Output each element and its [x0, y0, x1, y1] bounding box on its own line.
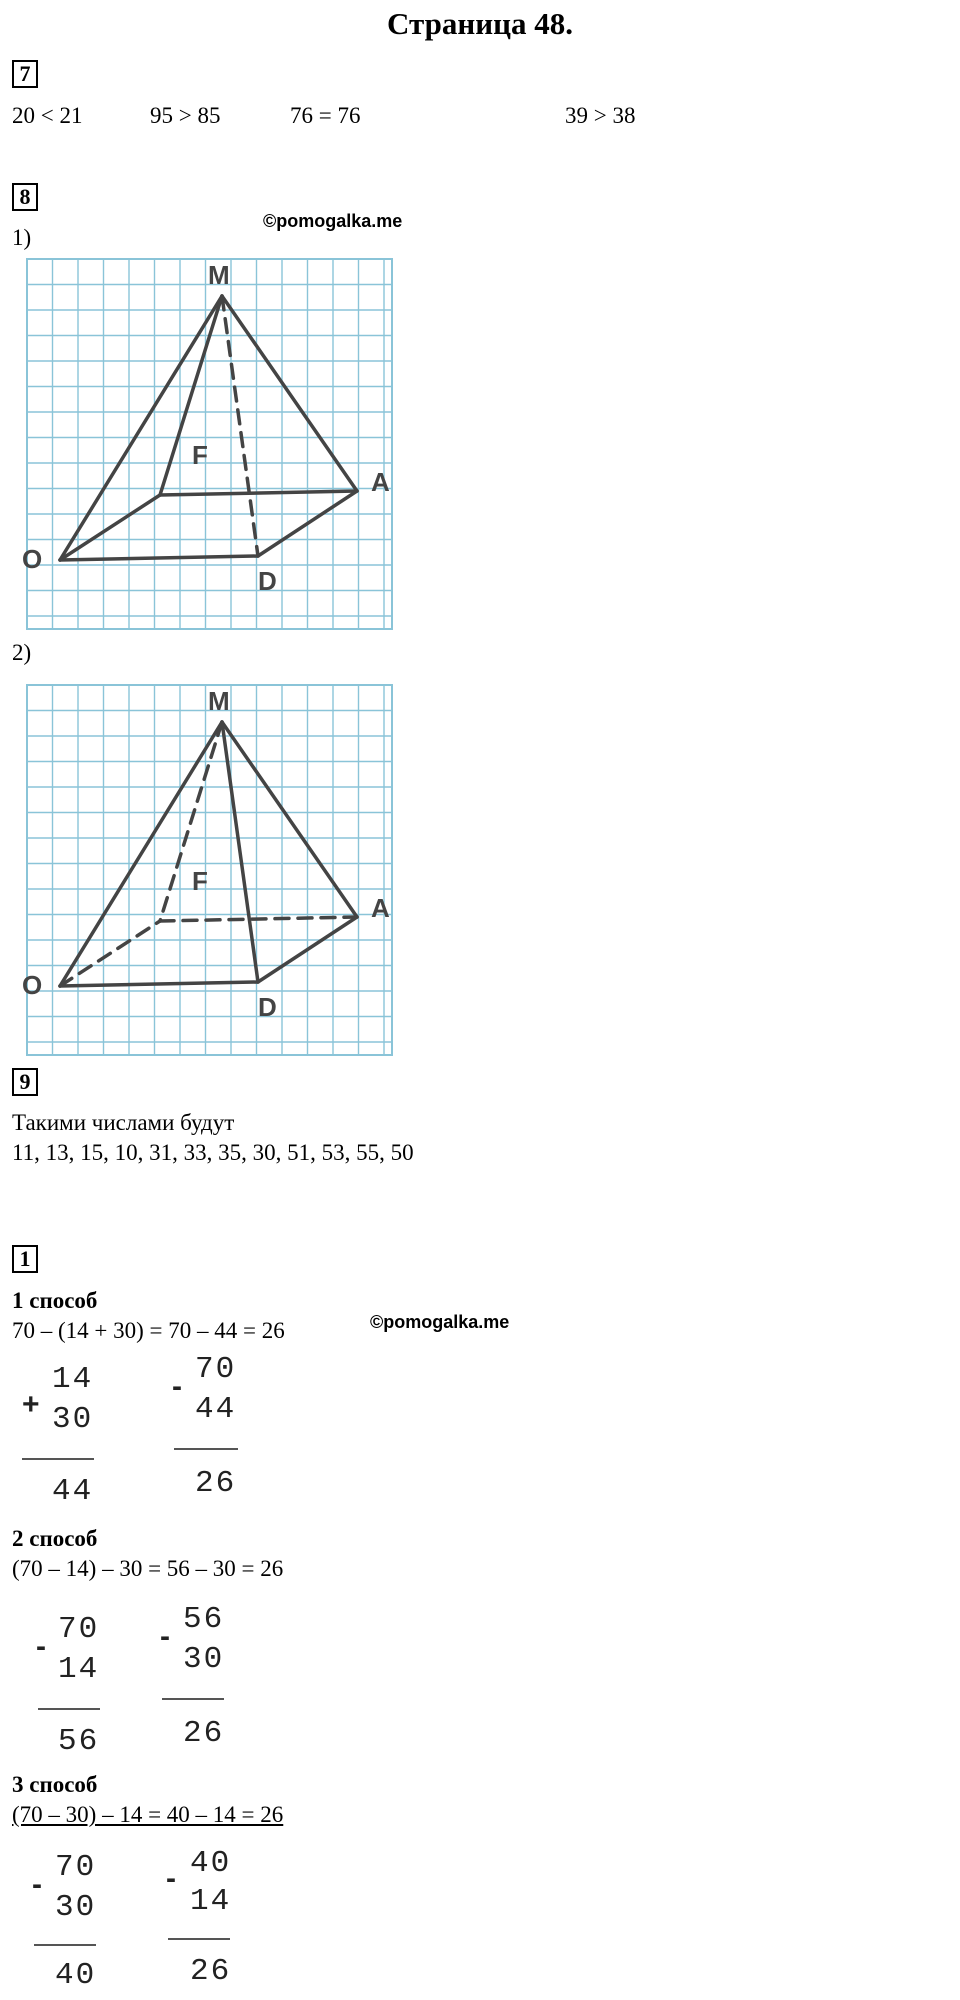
page-title: Страница 48. [387, 6, 573, 41]
minus-sign: - [160, 1620, 170, 1653]
method-3-expression: (70 – 30) – 14 = 40 – 14 = 26 [12, 1802, 284, 1827]
vertex-a-label: A [371, 893, 390, 923]
task-7-number: 7 [12, 60, 38, 88]
column-rule [162, 1698, 224, 1700]
column-result-number: 40 [55, 1958, 97, 1993]
task-9-line-2: 11, 13, 15, 10, 31, 33, 35, 30, 51, 53, 55, 50 [12, 1140, 414, 1165]
method-1-expression: 70 – (14 + 30) = 70 – 44 = 26 [12, 1318, 285, 1343]
column-result-number: 56 [58, 1724, 100, 1759]
comparison-4: 39 > 38 [565, 103, 636, 128]
column-top-number: 70 [58, 1612, 100, 1647]
watermark-2: ©pomogalka.me [370, 1312, 510, 1332]
task-9-number: 9 [12, 1068, 38, 1096]
pyramid-figure-2 [22, 680, 402, 1060]
plus-sign: + [22, 1388, 40, 1421]
comparison-3: 76 = 76 [290, 103, 361, 128]
column-rule [34, 1944, 96, 1946]
column-result-number: 26 [195, 1466, 237, 1501]
column-result-number: 44 [52, 1474, 94, 1509]
column-top-number: 40 [190, 1846, 232, 1881]
vertex-o-label: O [22, 970, 43, 1000]
task-8-number: 8 [12, 183, 38, 211]
vertex-o-label: O [22, 544, 43, 574]
column-top-number: 56 [183, 1602, 225, 1637]
column-rule [174, 1448, 238, 1450]
column-rule [22, 1458, 94, 1460]
column-bottom-number: 14 [58, 1652, 100, 1687]
column-rule [168, 1938, 230, 1940]
watermark-1: ©pomogalka.me [263, 211, 403, 231]
part-2-label: 2) [12, 640, 32, 665]
vertex-m-label: M [208, 686, 230, 716]
column-result-number: 26 [190, 1954, 232, 1989]
column-bottom-number: 30 [183, 1642, 225, 1677]
vertex-m-label: M [208, 260, 230, 290]
task-9-line-1: Такими числами будут [12, 1110, 235, 1135]
comparison-1: 20 < 21 [12, 103, 83, 128]
column-top-number: 70 [55, 1850, 97, 1885]
method-1-title: 1 способ [12, 1288, 98, 1313]
point-f-label: F [192, 866, 208, 896]
vertex-d-label: D [258, 992, 277, 1022]
pyramid-figure-1 [22, 254, 402, 634]
part-1-label: 1) [12, 225, 32, 250]
point-f-label: F [192, 440, 208, 470]
method-2-title: 2 способ [12, 1526, 98, 1551]
vertex-d-label: D [258, 566, 277, 596]
column-result-number: 26 [183, 1716, 225, 1751]
minus-sign: - [172, 1370, 182, 1403]
column-rule [38, 1708, 100, 1710]
minus-sign: - [32, 1868, 42, 1901]
comparison-2: 95 > 85 [150, 103, 221, 128]
method-3-title: 3 способ [12, 1772, 98, 1797]
column-bottom-number: 44 [195, 1392, 237, 1427]
task-1-number: 1 [12, 1245, 38, 1273]
vertex-a-label: A [371, 467, 390, 497]
minus-sign: - [166, 1862, 176, 1895]
column-top-number: 14 [52, 1362, 94, 1397]
minus-sign: - [36, 1630, 46, 1663]
column-bottom-number: 30 [55, 1890, 97, 1925]
column-top-number: 70 [195, 1352, 237, 1387]
column-bottom-number: 14 [190, 1884, 232, 1919]
column-bottom-number: 30 [52, 1402, 94, 1437]
method-2-expression: (70 – 14) – 30 = 56 – 30 = 26 [12, 1556, 284, 1581]
